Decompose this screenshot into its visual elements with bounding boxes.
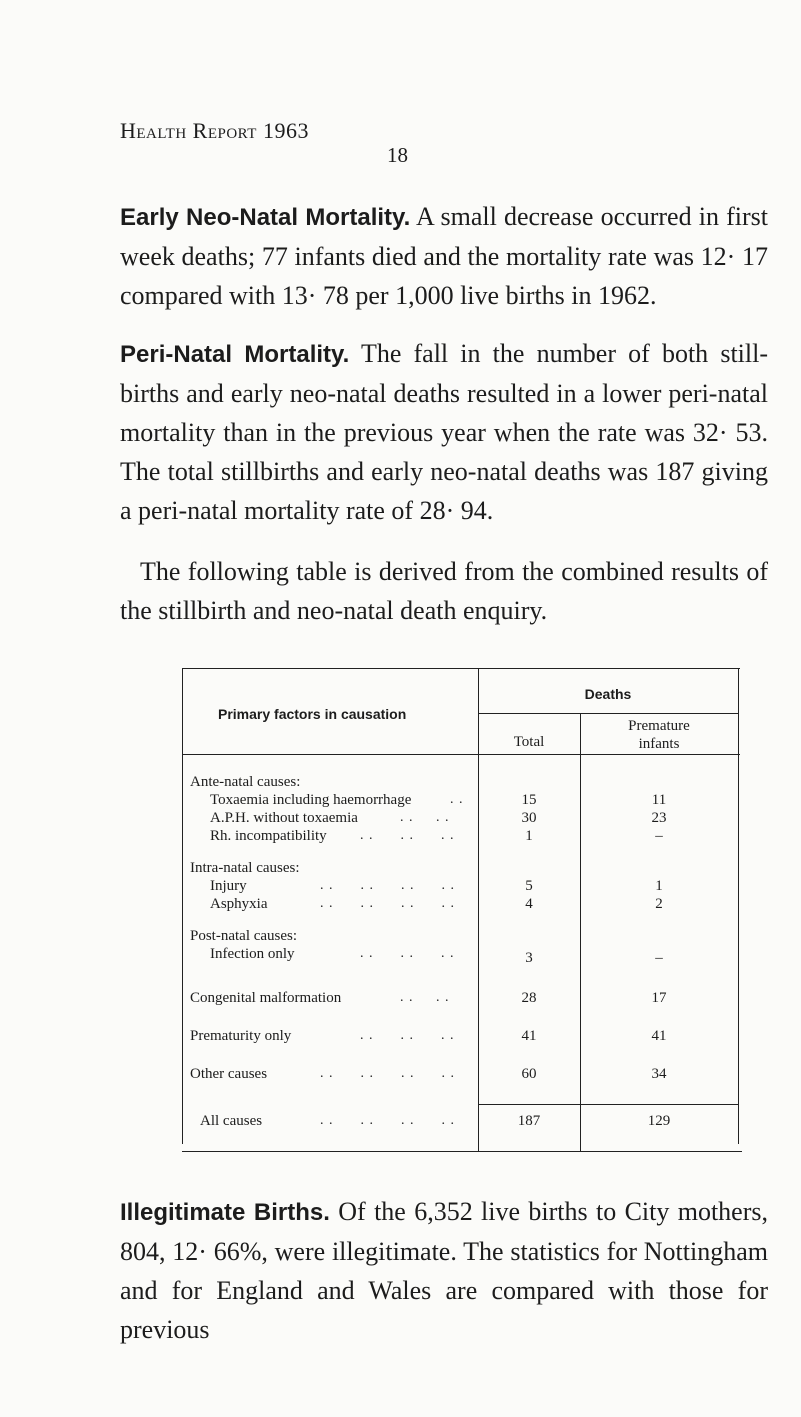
page-number: 18 <box>387 143 408 167</box>
row-premature: 129 <box>647 1113 671 1129</box>
row-total: 1 <box>525 828 533 844</box>
row-total: 28 <box>521 990 537 1006</box>
row-label: Intra-natal causes: <box>190 860 300 876</box>
paragraph-text: The fall in the number of both still-births and early neo-natal deaths resulted in a lower peri-natal mortality than in the previous year when the rate was 32· 53. The total stillbirths and early neo-natal deaths was 187 giving a peri-natal mortality rate of 28· 94. <box>120 339 769 525</box>
paragraph-early-neonatal <box>120 197 768 315</box>
row-label: Rh. incompatibility <box>210 828 327 844</box>
row-label: Congenital malformation <box>190 990 342 1006</box>
table-header-rule <box>182 754 740 755</box>
paragraph-illegitimate <box>120 1192 768 1349</box>
row-label: Toxaemia including haemorrhage <box>210 792 412 808</box>
table-left-rule <box>182 668 183 1144</box>
row-total: 3 <box>525 950 533 966</box>
row-premature: 2 <box>655 896 663 912</box>
row-leader-dots: . . . . . . . . <box>320 1113 455 1128</box>
row-label: Asphyxia <box>210 896 268 912</box>
row-total: 4 <box>525 896 533 912</box>
row-premature: 11 <box>651 792 667 808</box>
row-leader-dots: . . . . . . <box>360 946 455 961</box>
causation-table <box>120 668 740 1152</box>
row-total: 30 <box>521 810 537 826</box>
header-premature-line1: Premature <box>628 718 690 734</box>
row-premature: 41 <box>651 1028 667 1044</box>
row-total: 60 <box>521 1066 537 1082</box>
header-total: Total <box>513 734 545 750</box>
table-deaths-rule <box>478 713 738 714</box>
row-label: All causes <box>200 1113 263 1129</box>
row-leader-dots: . . . . . . . . <box>320 896 455 911</box>
row-label: Prematurity only <box>190 1028 292 1044</box>
row-leader-dots: . . . . . . <box>360 1028 455 1043</box>
row-label: Ante-natal causes: <box>190 774 301 790</box>
row-premature: – <box>655 950 663 966</box>
header-primary-factors: Primary factors in causation <box>218 706 407 722</box>
row-leader-dots: . . . . . . <box>360 828 455 843</box>
paragraph-heading: Illegitimate Births. <box>120 1199 330 1226</box>
table-bottom-rule <box>182 1151 742 1152</box>
row-label: Other causes <box>190 1066 268 1082</box>
paragraph-perinatal <box>120 334 768 530</box>
row-premature: 34 <box>651 1066 667 1082</box>
row-premature: 17 <box>651 990 667 1006</box>
paragraph-heading: Peri-Natal Mortality. <box>120 341 350 368</box>
header-deaths: Deaths <box>584 686 632 702</box>
row-total: 187 <box>517 1113 541 1129</box>
row-total: 5 <box>525 878 533 894</box>
row-leader-dots: . . . . . . . . <box>320 1066 455 1081</box>
table-total-rule <box>478 1104 738 1105</box>
row-leader-dots: . . . . <box>400 810 450 825</box>
row-premature: 1 <box>655 878 663 894</box>
table-top-rule <box>182 668 740 669</box>
row-leader-dots: . . . . <box>400 990 450 1005</box>
row-premature: – <box>655 828 663 844</box>
row-total: 15 <box>521 792 537 808</box>
table-right-rule <box>738 668 739 1144</box>
row-label: A.P.H. without toxaemia <box>210 810 358 826</box>
row-premature: 23 <box>651 810 667 826</box>
row-label: Injury <box>210 878 247 894</box>
row-leader-dots: . . <box>450 792 464 807</box>
row-leader-dots: . . . . . . . . <box>320 878 455 893</box>
row-label: Post-natal causes: <box>190 928 298 944</box>
row-label: Infection only <box>210 946 295 962</box>
paragraph-heading: Early Neo-Natal Mortality. <box>120 204 411 231</box>
paragraph-text: Of the 6,352 live births to City mothers, 804, 12· 66%, were illegitimate. The statistics for Nottingham and for England and Wales are compared with those for previous <box>120 1197 768 1344</box>
paragraph-text: A small decrease occurred in first week deaths; 77 infants died and the mortality rate was 12· 17 compared with 13· 78 per 1,000 live births in 1962. <box>120 202 768 310</box>
table-col-rule-2 <box>580 713 581 1152</box>
paragraph-table-intro <box>120 552 768 630</box>
header-premature-line2: infants <box>638 736 680 752</box>
running-head: Health Report 1963 <box>120 118 309 143</box>
row-total: 41 <box>521 1028 537 1044</box>
paragraph-text: The following table is derived from the combined results of the stillbirth and neo-natal death enquiry. <box>120 557 768 625</box>
